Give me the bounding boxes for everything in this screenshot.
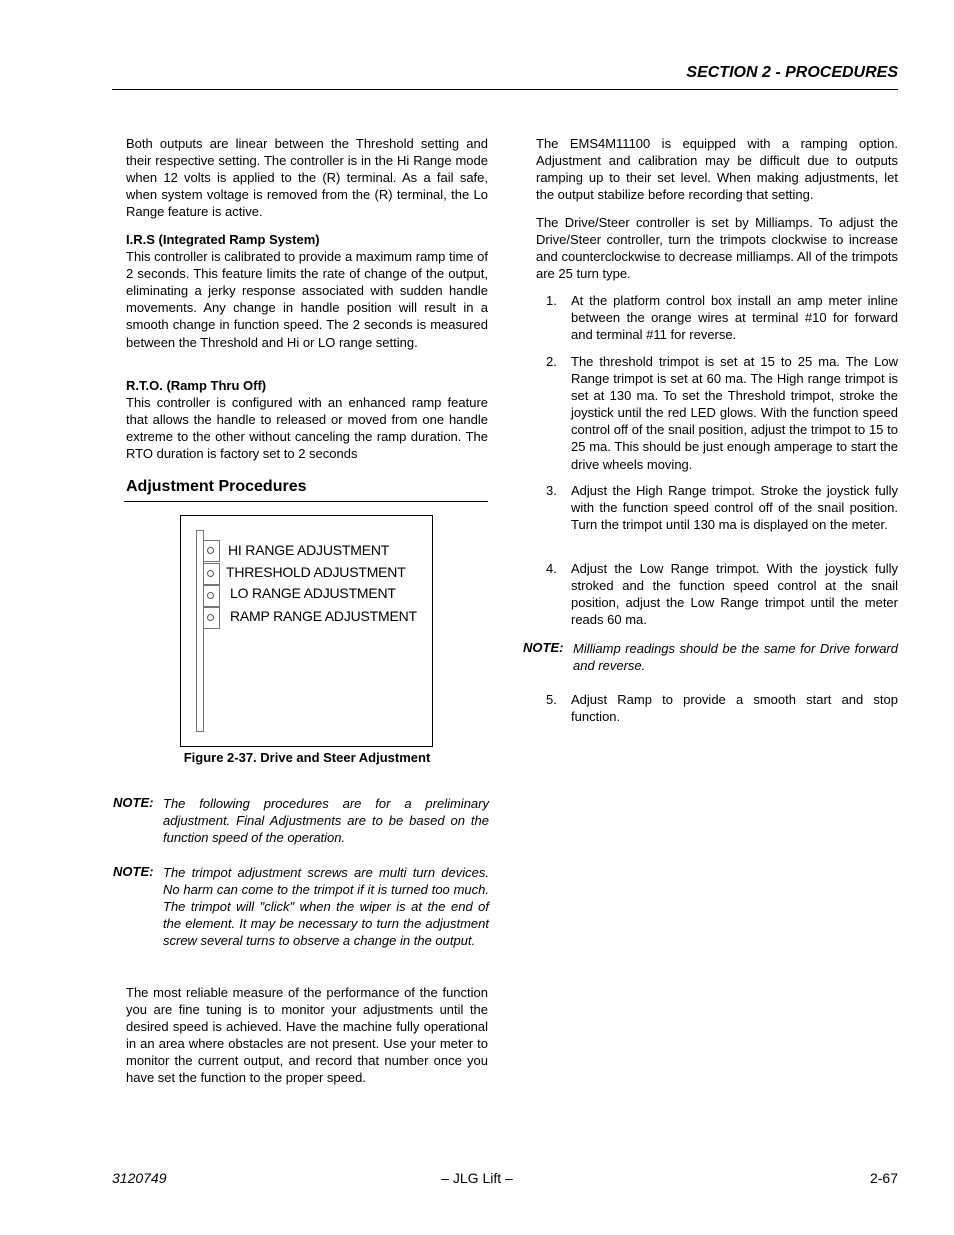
step-text: At the platform control box install an amp meter inline between the orange wires at terminal #10 for forward and terminal #11 for reverse. bbox=[571, 293, 898, 343]
adjustment-procedures-heading: Adjustment Procedures bbox=[126, 478, 307, 495]
ramping-paragraph: The EMS4M11100 is equipped with a ramping option. Adjustment and calibration may be difficult due to outputs ramping up to their set level. When making adjustments, let the output stabilize before recording that setting. bbox=[536, 136, 898, 203]
intro-paragraph: Both outputs are linear between the Threshold setting and their respective setting. The controller is in the Hi Range mode when 12 volts is applied to the (R) terminal. As a fail safe, when system voltage is removed from the (R) terminal, the Lo Range feature is active. bbox=[126, 136, 488, 220]
ramp-range-label: RAMP RANGE ADJUSTMENT bbox=[230, 608, 417, 624]
step-number: 2. bbox=[546, 354, 557, 369]
irs-text: This controller is calibrated to provide a maximum ramp time of 2 seconds. This feature limits the rate of change of the output, eliminating a jerky response associated with sudden handle movements. Any change in handle position will result in a smooth change in function speed. The 2 seconds is measured between the Threshold and Hi or LO range setting. bbox=[126, 249, 488, 350]
trimpot-icon bbox=[203, 607, 220, 629]
step-number: 5. bbox=[546, 692, 557, 707]
irs-block bbox=[126, 231, 488, 351]
note-label: NOTE: bbox=[523, 640, 564, 655]
rto-text: This controller is configured with an enhanced ramp feature that allows the handle to released or moved from one handle extreme to the other without canceling the ramp duration. The RTO duration is factory set to 2 seconds bbox=[126, 395, 488, 462]
note-text: The following procedures are for a preliminary adjustment. Final Adjustments are to be based on the function speed of the operation. bbox=[163, 796, 489, 846]
step-number: 1. bbox=[546, 293, 557, 308]
note-text: Milliamp readings should be the same for Drive forward and reverse. bbox=[573, 641, 898, 674]
note-text: The trimpot adjustment screws are multi turn devices. No harm can come to the trimpot if it is turned too much. The trimpot will "click" when the wiper is at the end of the element. It may be necessary to turn the adjustment screw several turns to observe a change in the output. bbox=[163, 865, 489, 949]
step-number: 4. bbox=[546, 561, 557, 576]
drive-steer-adjustment-figure bbox=[180, 515, 433, 747]
note-label: NOTE: bbox=[113, 864, 154, 879]
step-text: Adjust the High Range trimpot. Stroke the joystick fully with the function speed control off of the snail position. Turn the trimpot until 130 ma is displayed on the meter. bbox=[571, 483, 898, 533]
rto-block bbox=[126, 377, 488, 462]
milliamps-paragraph: The Drive/Steer controller is set by Milliamps. To adjust the Drive/Steer controller, turn the trimpots clockwise to increase and counterclockwise to decrease milliamps. All of the trimpots are 25 turn type. bbox=[536, 215, 898, 282]
irs-heading: I.R.S (Integrated Ramp System) bbox=[126, 232, 320, 247]
step-number: 3. bbox=[546, 483, 557, 498]
page-number: 2-67 bbox=[869, 1170, 898, 1186]
document-number: 3120749 bbox=[112, 1170, 167, 1186]
lo-range-label: LO RANGE ADJUSTMENT bbox=[230, 585, 396, 601]
trimpot-icon bbox=[203, 585, 220, 607]
step-text: The threshold trimpot is set at 15 to 25 ma. The Low Range trimpot is set at 60 ma. The High range trimpot is set at 130 ma. To set the Threshold trimpot, stroke the joystick until the red LED glows. With the function speed control off of the snail position, adjust the trimpot to 15 to 25 ma. This should be just enough amperage to start the drive wheels moving. bbox=[571, 354, 898, 472]
figure-caption: Figure 2-37. Drive and Steer Adjustment bbox=[183, 750, 431, 765]
trimpot-icon bbox=[203, 563, 220, 585]
note-label: NOTE: bbox=[113, 795, 154, 810]
rto-heading: R.T.O. (Ramp Thru Off) bbox=[126, 378, 267, 393]
footer-center: – JLG Lift – bbox=[441, 1170, 513, 1186]
header-divider bbox=[112, 89, 898, 90]
step-text: Adjust the Low Range trimpot. With the joystick fully stroked and the function speed control at the snail position, adjust the Low Range trimpot until the meter reads 60 ma. bbox=[571, 561, 898, 628]
step-text: Adjust Ramp to provide a smooth start and stop function. bbox=[571, 692, 898, 725]
trimpot-icon bbox=[203, 540, 220, 562]
section-title: SECTION 2 - PROCEDURES bbox=[686, 64, 898, 81]
closing-paragraph: The most reliable measure of the performance of the function you are fine tuning is to monitor your adjustments until the desired speed is achieved. Have the machine fully operational in an area where obstacles are not present. Use your meter to monitor the current output, and record that number once you have set the function to the proper speed. bbox=[126, 985, 488, 1086]
threshold-label: THRESHOLD ADJUSTMENT bbox=[226, 564, 406, 580]
hi-range-label: HI RANGE ADJUSTMENT bbox=[228, 542, 390, 558]
section-divider bbox=[124, 501, 488, 502]
